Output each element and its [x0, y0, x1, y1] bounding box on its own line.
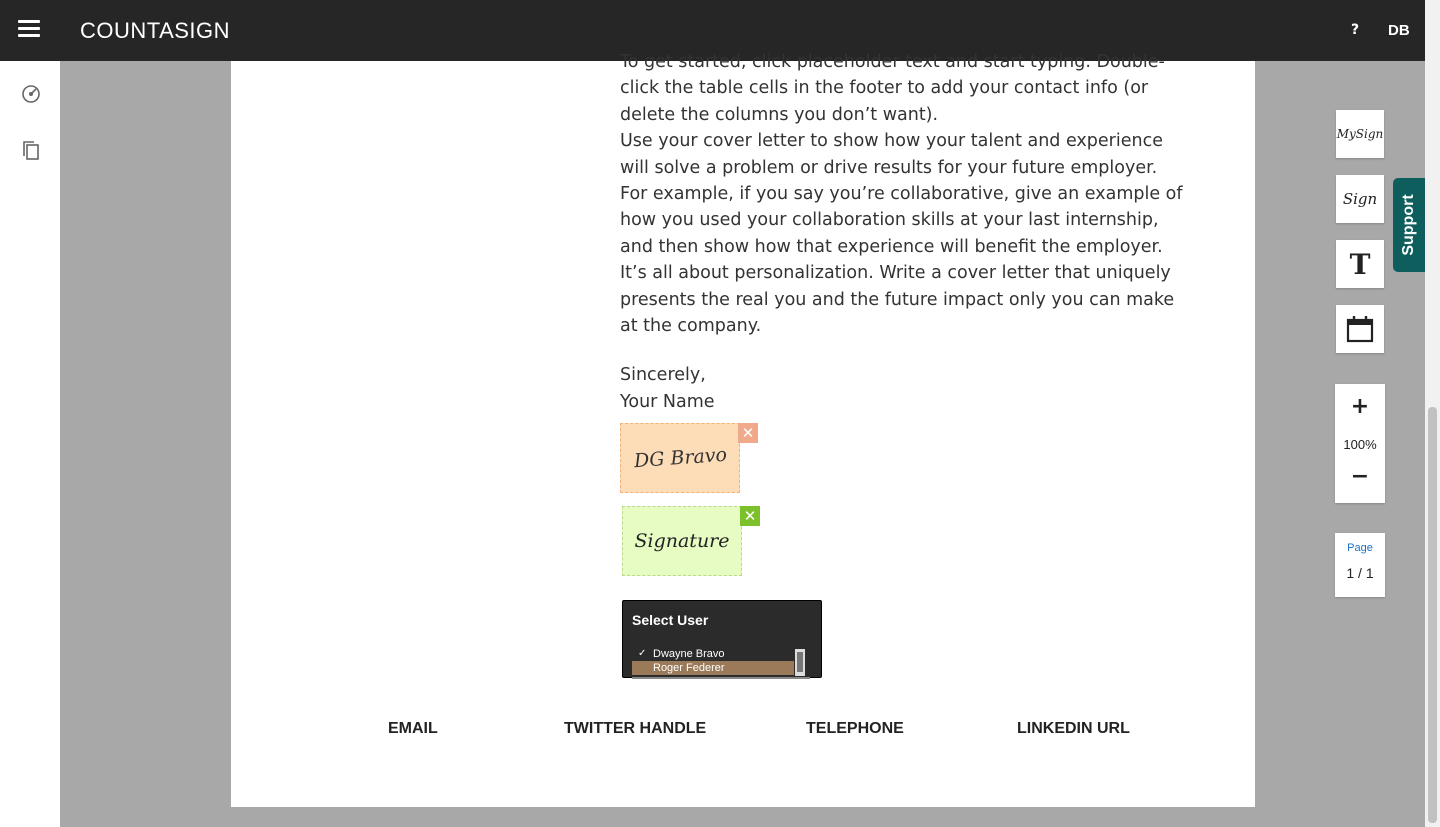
zoom-level: 100% — [1343, 437, 1377, 452]
remove-placeholder-button[interactable]: ✕ — [740, 506, 760, 526]
text-tool-button[interactable] — [1336, 240, 1384, 288]
listbox-scrollbar[interactable] — [795, 649, 805, 676]
page-label: Page — [1347, 542, 1373, 554]
left-sidebar — [0, 61, 60, 827]
select-user-title: Select User — [632, 612, 709, 628]
help-button[interactable]: ? — [1351, 22, 1360, 38]
user-option[interactable] — [632, 647, 794, 661]
support-label: Support — [1400, 194, 1417, 256]
mysign-label: MySign — [1336, 127, 1384, 141]
documents-icon[interactable] — [20, 140, 42, 162]
sign-label: Sign — [1342, 190, 1378, 208]
remove-signature-button[interactable]: ✕ — [738, 423, 758, 443]
text-icon: T — [1349, 247, 1371, 281]
dashboard-icon[interactable] — [20, 83, 42, 105]
listbox-border — [632, 677, 810, 679]
check-icon: ✓ — [638, 648, 647, 659]
footer-twitter[interactable]: TWITTER HANDLE — [564, 720, 707, 737]
document-body — [620, 49, 1190, 339]
document-page[interactable] — [231, 52, 1255, 807]
signature-placeholder-text: Signature — [634, 530, 730, 552]
user-avatar[interactable]: DB — [1388, 22, 1410, 39]
signature-placeholder-field[interactable] — [622, 506, 742, 576]
paragraph: To get started, click placeholder text and start typing. Double-click the table cells in the footer to add your contact info (or delete the columns you don’t want). — [620, 52, 1165, 125]
paragraph: It’s all about personalization. Write a cover letter that uniquely presents the real you and the future impact only you can make at the company. — [620, 263, 1175, 337]
user-listbox[interactable] — [632, 647, 810, 677]
user-option-label: Dwayne Bravo — [653, 648, 725, 660]
placed-signature-field[interactable] — [620, 423, 740, 493]
support-tab[interactable] — [1393, 178, 1425, 272]
closing-block — [620, 362, 715, 416]
mysign-tool-button[interactable] — [1336, 110, 1384, 158]
document-viewer[interactable] — [60, 52, 1425, 827]
app-logo[interactable]: COUNTASIGN — [80, 18, 231, 43]
zoom-in-button[interactable]: + — [1350, 394, 1370, 419]
user-option[interactable] — [632, 661, 794, 675]
footer-linkedin[interactable]: LINKEDIN URL — [1017, 720, 1130, 737]
calendar-icon — [1346, 315, 1374, 343]
page-scrollbar[interactable] — [1425, 0, 1440, 827]
zoom-control — [1335, 384, 1385, 503]
scrollbar-thumb[interactable] — [1428, 407, 1437, 823]
select-user-popup — [622, 600, 822, 678]
page-indicator — [1335, 533, 1385, 597]
paragraph: Use your cover letter to show how your talent and experience will solve a problem or drive results for your future employer. For example, if you say you’re collaborative, give an example of how you used your collaboration skills at your last internship, and then show how that experience will benefit the employer. — [620, 131, 1183, 257]
footer-telephone[interactable]: TELEPHONE — [806, 720, 904, 737]
signature-text: DG Bravo — [632, 443, 728, 473]
date-tool-button[interactable] — [1336, 305, 1384, 353]
signer-name: Your Name — [620, 392, 715, 412]
zoom-out-button[interactable]: − — [1350, 464, 1370, 489]
closing-text: Sincerely, — [620, 365, 706, 385]
sign-tool-button[interactable] — [1336, 175, 1384, 223]
hamburger-menu-icon[interactable] — [18, 20, 40, 40]
footer-email[interactable]: EMAIL — [388, 720, 438, 737]
page-count: 1 / 1 — [1346, 565, 1374, 581]
user-option-label: Roger Federer — [653, 662, 725, 674]
